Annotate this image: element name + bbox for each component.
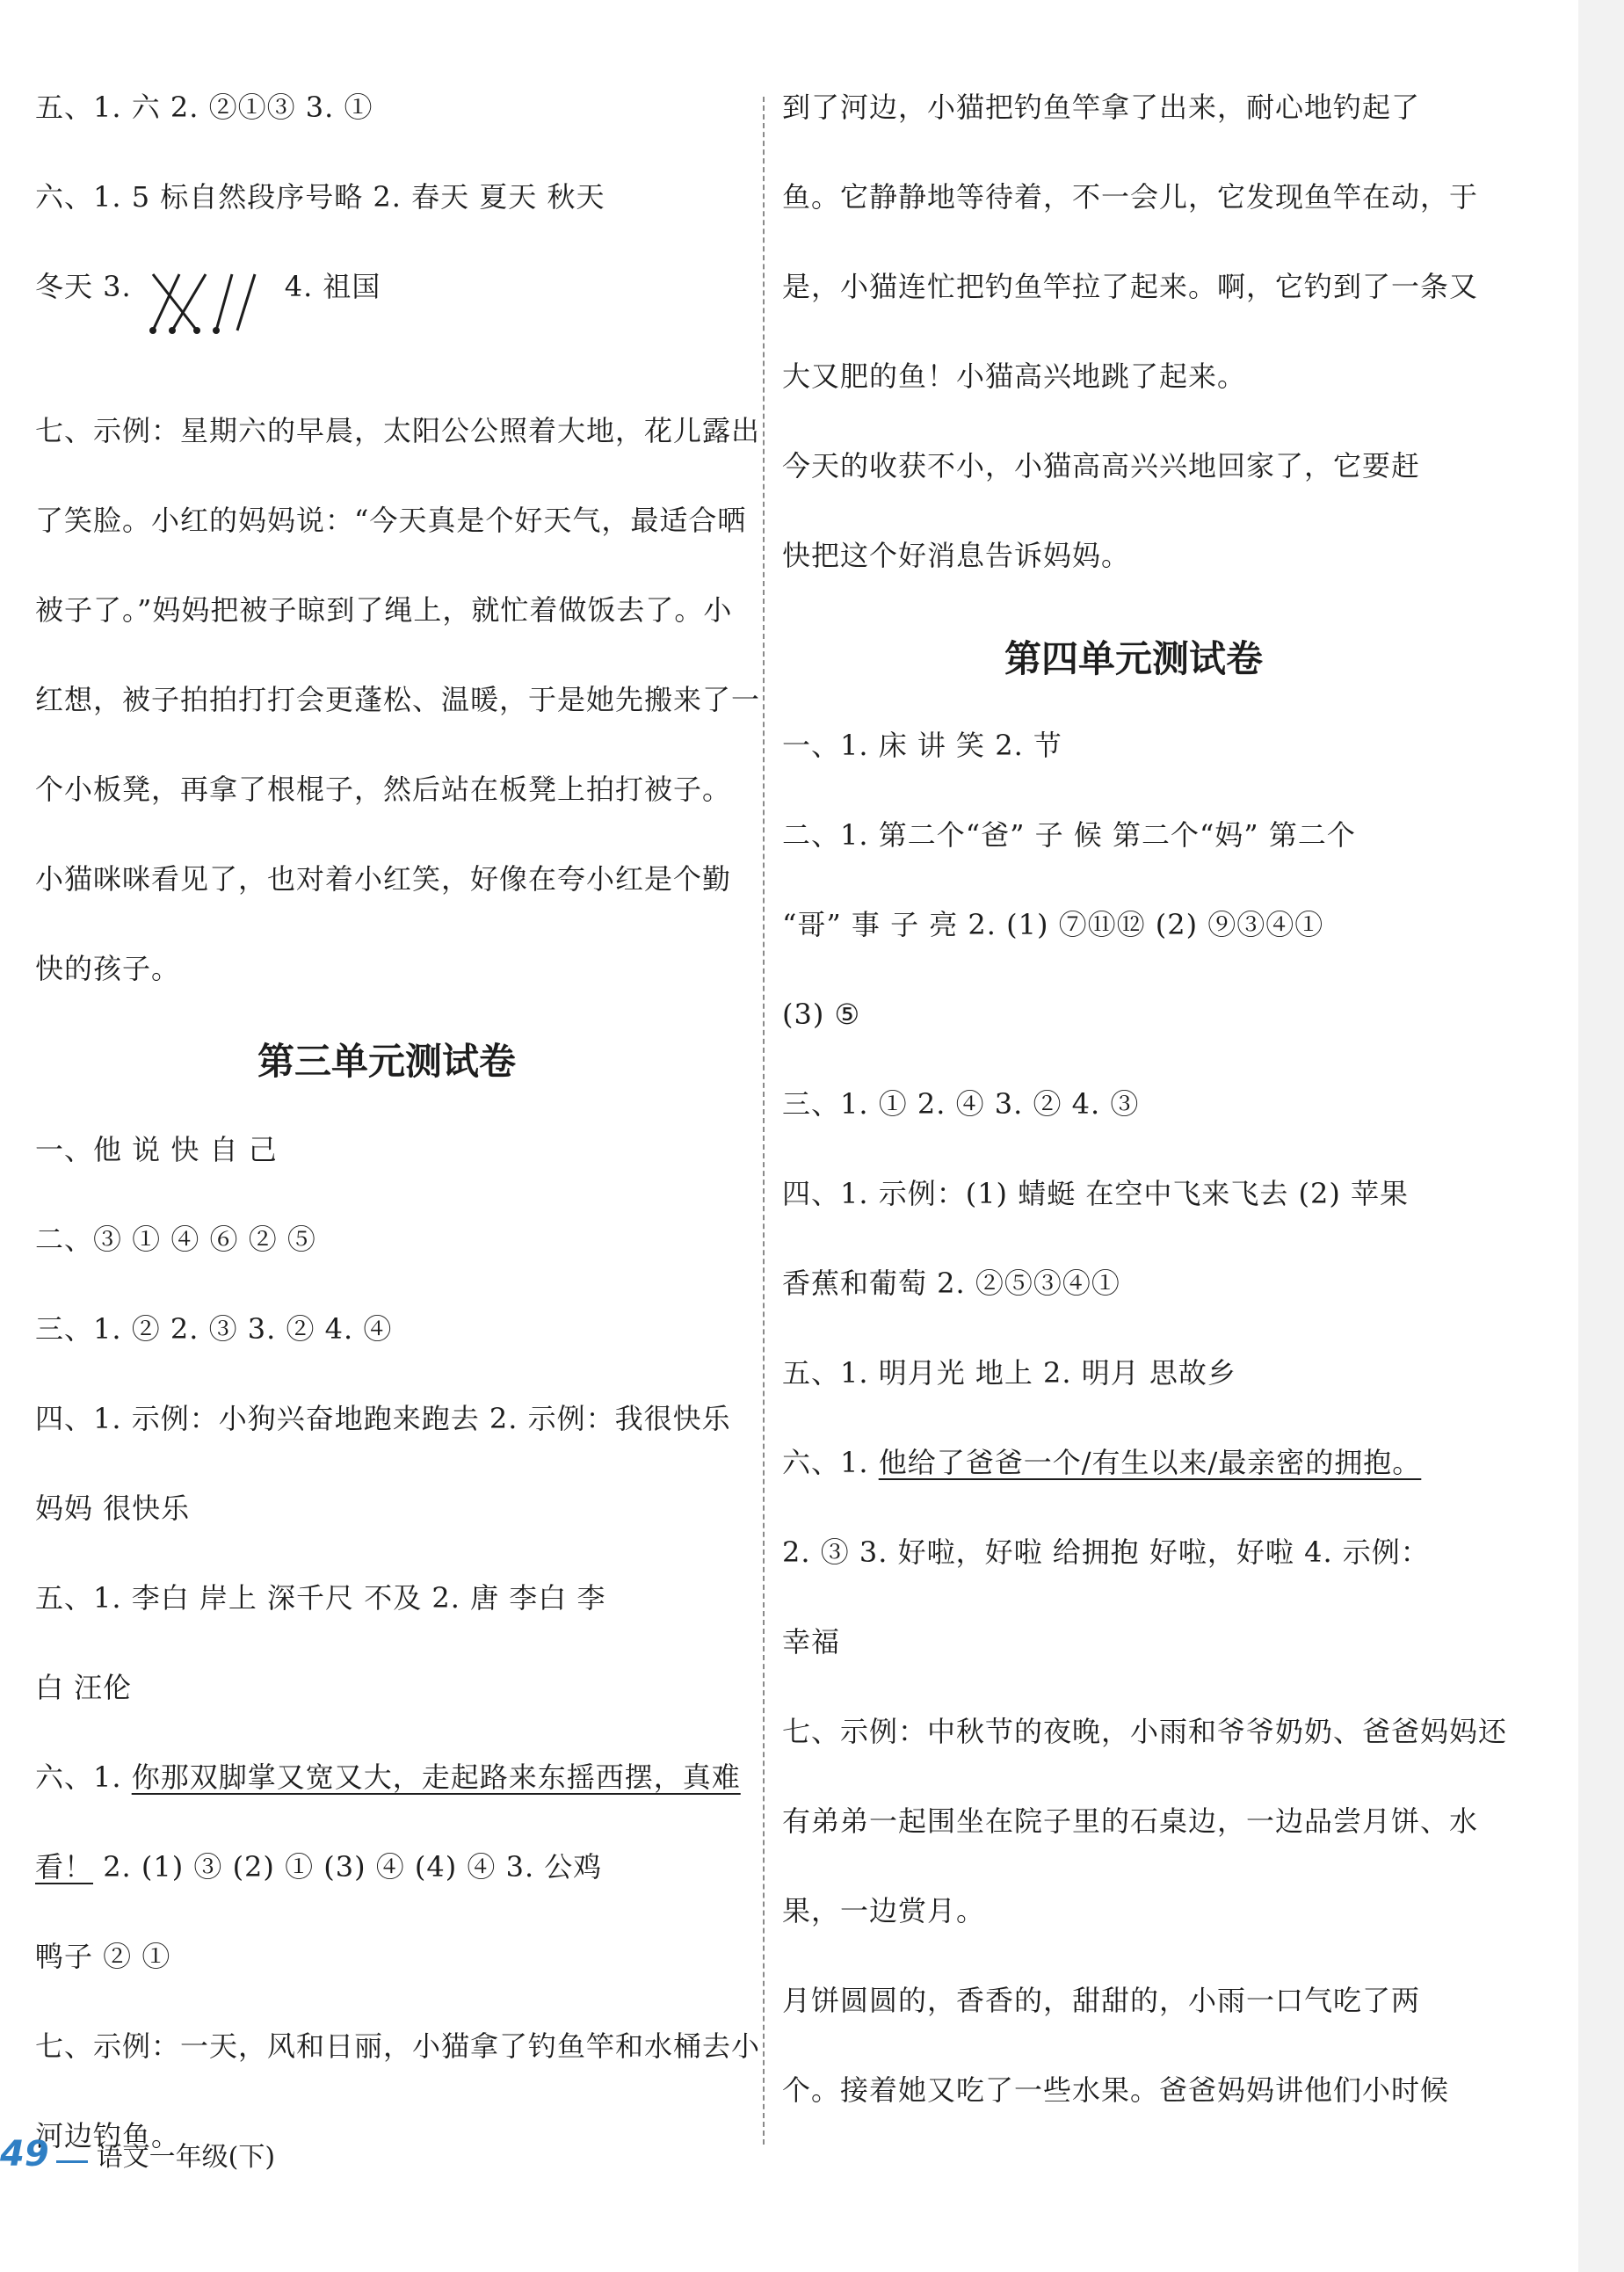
underlined-answer: 看！ xyxy=(35,1850,94,1884)
answer-line: 七、示例：一天，风和日丽，小猫拿了钓鱼竿和水桶去小 xyxy=(35,2029,761,2063)
unit-4-title: 第四单元测试卷 xyxy=(1004,637,1263,680)
answer-line: 七、示例：中秋节的夜晚，小雨和爷爷奶奶、爸爸妈妈还 xyxy=(782,1715,1508,1748)
answer-line: 白 汪伦 xyxy=(35,1671,133,1704)
answer-line: 到了河边，小猫把钓鱼竿拿了出来，耐心地钓起了 xyxy=(782,91,1421,124)
answer-line: 有弟弟一起围坐在院子里的石桌边，一边品尝月饼、水 xyxy=(782,1804,1479,1838)
column-divider xyxy=(763,97,765,2145)
answer-line: 快的孩子。 xyxy=(35,952,181,985)
answer-line: 果，一边赏月。 xyxy=(782,1894,986,1927)
answer-line: 河边钓鱼。 xyxy=(35,2119,181,2152)
answer-line: 一、1. 床 讲 笑 2. 节 xyxy=(782,729,1062,762)
answer-line: 四、1. 示例：小狗兴奋地跑来跑去 2. 示例：我很快乐 xyxy=(35,1402,731,1435)
answer-line: 被子了。”妈妈把被子晾到了绳上，就忙着做饭去了。小 xyxy=(35,593,733,627)
answer-line-with-diagram: 冬天 3. 4. 祖国 xyxy=(35,267,381,306)
page-number: 49 xyxy=(0,2134,49,2174)
underlined-answer: 他给了爸爸一个/有生以来/最亲密的拥抱。 xyxy=(878,1446,1422,1479)
answer-line: 幸福 xyxy=(782,1625,841,1659)
answer-line: 个。接着她又吃了一些水果。爸爸妈妈讲他们小时候 xyxy=(782,2073,1450,2107)
answer-line: 五、1. 李白 岸上 深千尺 不及 2. 唐 李白 李 xyxy=(35,1581,606,1615)
footer-dash xyxy=(56,2160,88,2163)
answer-line: 香蕉和葡萄 2. ②⑤③④① xyxy=(782,1267,1120,1300)
answer-line: 妈妈 很快乐 xyxy=(35,1492,191,1525)
matching-lines-diagram xyxy=(146,267,260,338)
answer-line: 五、1. 明月光 地上 2. 明月 思故乡 xyxy=(782,1356,1236,1390)
answer-line: 是，小猫连忙把钓鱼竿拉了起来。啊，它钓到了一条又 xyxy=(782,270,1479,303)
page-footer xyxy=(0,2134,275,2183)
answer-line: 二、③ ① ④ ⑥ ② ⑤ xyxy=(35,1223,316,1256)
answer-line: 三、1. ② 2. ③ 3. ② 4. ④ xyxy=(35,1312,393,1346)
answer-line: 鸭子 ② ① xyxy=(35,1940,171,1973)
answer-line: 六、1. 你那双脚掌又宽又大，走起路来东摇西摆，真难 xyxy=(35,1760,741,1794)
answer-line: 五、1. 六 2. ②①③ 3. ① xyxy=(35,91,373,124)
answer-line: 二、1. 第二个“爸” 子 候 第二个“妈” 第二个 xyxy=(782,818,1356,852)
answer-line: 月饼圆圆的，香香的，甜甜的，小雨一口气吃了两 xyxy=(782,1984,1421,2017)
answer-line: 2. ③ 3. 好啦，好啦 给拥抱 好啦，好啦 4. 示例： xyxy=(782,1535,1430,1569)
answer-line: 一、他 说 快 自 己 xyxy=(35,1133,278,1166)
answer-line: 六、1. 5 标自然段序号略 2. 春天 夏天 秋天 xyxy=(35,180,605,214)
underlined-answer: 你那双脚掌又宽又大，走起路来东摇西摆，真难 xyxy=(131,1760,741,1794)
answer-line: 了笑脸。小红的妈妈说：“今天真是个好天气，最适合晒 xyxy=(35,504,747,537)
answer-line: 小猫咪咪看见了，也对着小红笑，好像在夸小红是个勤 xyxy=(35,862,732,896)
answer-line: 大又肥的鱼！小猫高兴地跳了起来。 xyxy=(782,359,1247,393)
answer-line: 鱼。它静静地等待着，不一会儿，它发现鱼竿在动，于 xyxy=(782,180,1479,214)
answer-line: (3) ⑤ xyxy=(782,998,861,1031)
answer-line: 六、1. 他给了爸爸一个/有生以来/最亲密的拥抱。 xyxy=(782,1446,1422,1479)
answer-line: 三、1. ① 2. ④ 3. ② 4. ③ xyxy=(782,1087,1140,1121)
page-edge-shadow xyxy=(1578,0,1624,2272)
answer-line: 七、示例：星期六的早晨，太阳公公照着大地，花儿露出 xyxy=(35,414,761,447)
answer-line: “哥” 事 子 亮 2. (1) ⑦⑪⑫ (2) ⑨③④① xyxy=(782,908,1324,941)
unit-3-title: 第三单元测试卷 xyxy=(257,1040,516,1083)
book-label: 语文一年级(下) xyxy=(96,2142,276,2173)
answer-line: 红想，被子拍拍打打会更蓬松、温暖，于是她先搬来了一 xyxy=(35,683,761,716)
answer-line: 个小板凳，再拿了根棍子，然后站在板凳上拍打被子。 xyxy=(35,773,732,806)
answer-line: 看！ 2. (1) ③ (2) ① (3) ④ (4) ④ 3. 公鸡 xyxy=(35,1850,603,1884)
answer-line: 今天的收获不小，小猫高高兴兴地回家了，它要赶 xyxy=(782,449,1421,483)
answer-line: 快把这个好消息告诉妈妈。 xyxy=(782,539,1131,572)
answer-line: 四、1. 示例：(1) 蜻蜓 在空中飞来飞去 (2) 苹果 xyxy=(782,1177,1410,1210)
